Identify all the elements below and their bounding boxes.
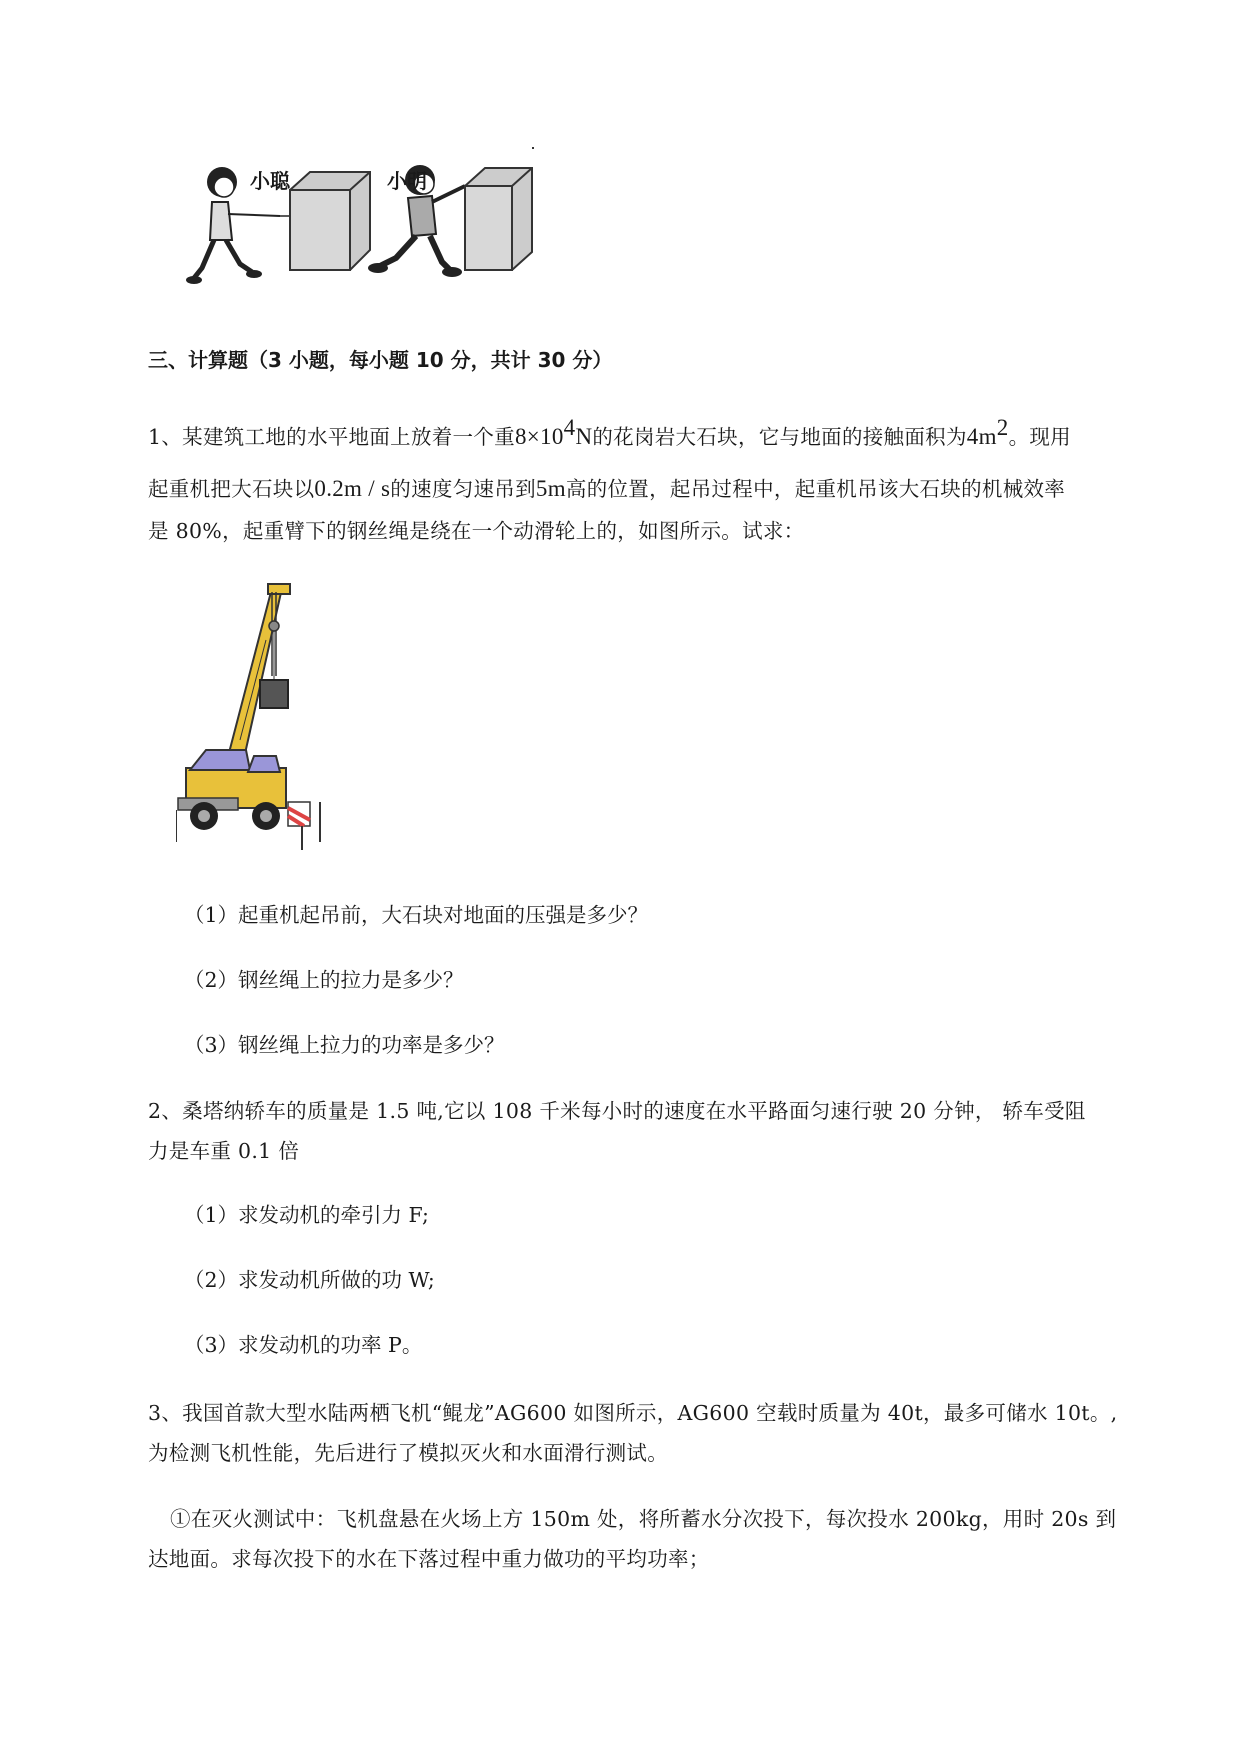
q1-sub3: （3）钢丝绳上拉力的功率是多少？ bbox=[184, 1033, 505, 1057]
q3-part1-line2: 达地面。求每次投下的水在下落过程中重力做功的平均功率； bbox=[148, 1547, 710, 1571]
q1-line1-text-b: 的花岗岩大石块，它与地面的接触面积为 bbox=[592, 425, 967, 449]
section-heading: 三、计算题（3 小题，每小题 10 分，共计 30 分） bbox=[148, 348, 613, 372]
q1-line1 bbox=[148, 415, 1071, 450]
q1-weight-base: 8×10 bbox=[514, 424, 564, 449]
q1-area-base: 4m bbox=[966, 424, 997, 449]
q1-sub2: （2）钢丝绳上的拉力是多少？ bbox=[184, 968, 464, 992]
q1-weight-unit: N bbox=[575, 424, 593, 449]
q1-line2-text-a: 起重机把大石块以 bbox=[148, 477, 315, 501]
q2-sub3: （3）求发动机的功率 P。 bbox=[184, 1333, 423, 1357]
left-box-illustration bbox=[290, 172, 370, 270]
q3-part1-line1: ①在灭火测试中：飞机盘悬在火场上方 150m 处，将所蓄水分次投下，每次投水 200kg，用时 20s 到 bbox=[170, 1507, 1117, 1531]
q3-line2: 为检测飞机性能，先后进行了模拟灭火和水面滑行测试。 bbox=[148, 1441, 668, 1465]
q1-line1-text-a: 1、某建筑工地的水平地面上放着一个重 bbox=[148, 425, 515, 449]
q1-weight-exp: 4 bbox=[563, 415, 576, 440]
label-xiaoming: 小明 bbox=[387, 169, 427, 193]
q1-line2-text-c: 高的位置，起吊过程中，起重机吊该大石块的机械效率 bbox=[565, 477, 1066, 501]
q2-sub1: （1）求发动机的牵引力 F; bbox=[184, 1203, 429, 1227]
q1-line1-text-c: 。现用 bbox=[1008, 425, 1071, 449]
q2-sub2: （2）求发动机所做的功 W; bbox=[184, 1268, 435, 1292]
q1-line2 bbox=[148, 472, 1065, 502]
q1-area-exp: 2 bbox=[996, 415, 1009, 440]
label-xiaocong: 小聪 bbox=[250, 169, 290, 193]
right-box-illustration bbox=[465, 168, 532, 270]
q1-speed: 0.2m / s bbox=[314, 476, 391, 501]
q1-line3: 是 80%，起重臂下的钢丝绳是绕在一个动滑轮上的，如图所示。试求： bbox=[148, 519, 805, 543]
q3-line1: 3、我国首款大型水陆两栖飞机“鲲龙”AG600 如图所示，AG600 空载时质量为 40t，最多可储水 10t。, bbox=[148, 1401, 1118, 1425]
q1-sub1: （1）起重机起吊前，大石块对地面的压强是多少？ bbox=[184, 903, 649, 927]
q2-line2: 力是车重 0.1 倍 bbox=[148, 1139, 300, 1163]
q1-height: 5m bbox=[535, 476, 566, 501]
crane-figure bbox=[176, 580, 336, 855]
q2-line1: 2、桑塔纳轿车的质量是 1.5 吨,它以 108 千米每小时的速度在水平路面匀速行驶 20 分钟， 轿车受阻 bbox=[148, 1099, 1086, 1123]
q1-line2-text-b: 的速度匀速吊到 bbox=[390, 477, 536, 501]
